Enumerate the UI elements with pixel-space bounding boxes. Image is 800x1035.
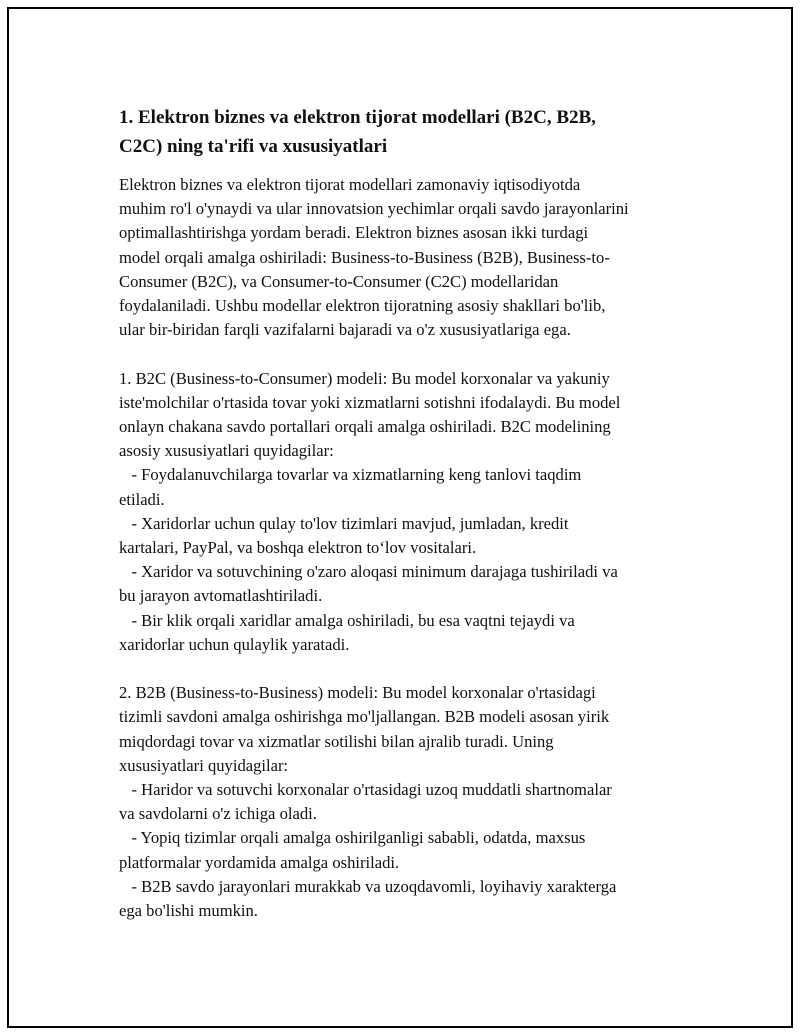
text-line: onlayn chakana savdo portallari orqali amalga oshiriladi. B2C modelining [119, 417, 611, 437]
text-line: miqdordagi tovar va xizmatlar sotilishi bilan ajralib turadi. Uning [119, 731, 554, 751]
text-line: xaridorlar uchun qulaylik yaratadi. [119, 634, 350, 654]
bullet-line: - Foydalanuvchilarga tovarlar va xizmatlarning keng tanlovi taqdim [119, 465, 582, 485]
bullet-line: - Xaridor va sotuvchining o'zaro aloqasi minimum darajaga tushiriladi va [119, 562, 618, 582]
paragraph-gap [119, 342, 691, 366]
text-line: platformalar yordamida amalga oshiriladi. [119, 852, 400, 872]
b2c-paragraph [119, 367, 691, 657]
bullet-line: - Bir klik orqali xaridlar amalga oshiriladi, bu esa vaqtni tejaydi va [119, 610, 575, 630]
text-line: va savdolarni o'z ichiga oladi. [119, 804, 317, 824]
text-line: muhim ro'l o'ynaydi va ular innovatsion yechimlar orqali savdo jarayonlarini [119, 199, 629, 219]
text-line: foydalaniladi. Ushbu modellar elektron tijoratning asosiy shakllari bo'lib, [119, 296, 606, 316]
bullet-line: - B2B savdo jarayonlari murakkab va uzoqdavomli, loyihaviy xarakterga [119, 876, 617, 896]
bullet-line: - Yopiq tizimlar orqali amalga oshirilganligi sababli, odatda, maxsus [119, 828, 586, 848]
text-line: Consumer (B2C), va Consumer-to-Consumer (C2C) modellaridan [119, 271, 559, 291]
text-line: ega bo'lishi mumkin. [119, 901, 258, 921]
document-body [119, 103, 691, 923]
text-line: tizimli savdoni amalga oshirishga mo'ljallangan. B2B modeli asosan yirik [119, 707, 610, 727]
bullet-line: - Xaridorlar uchun qulay to'lov tizimlari mavjud, jumladan, kredit [119, 513, 569, 533]
text-line: iste'molchilar o'rtasida tovar yoki xizmatlarni sotishni ifodalaydi. Bu model [119, 392, 621, 412]
text-line: Elektron biznes va elektron tijorat modellari zamonaviy iqtisodiyotda [119, 175, 581, 194]
text-line: optimallashtirishga yordam beradi. Elektron biznes asosan ikki turdagi [119, 223, 589, 243]
text-line: ular bir-biridan farqli vazifalarni bajaradi va o'z xususiyatlariga ega. [119, 320, 571, 340]
text-line: etiladi. [119, 489, 165, 509]
text-line: kartalari, PayPal, va boshqa elektron to‘lov vositalari. [119, 538, 477, 558]
b2b-paragraph [119, 681, 691, 923]
text-line: asosiy xususiyatlari quyidagilar: [119, 441, 334, 461]
text-line: 1. B2C (Business-to-Consumer) modeli: Bu model korxonalar va yakuniy [119, 368, 610, 388]
heading-line: C2C) ning ta'rifi va xususiyatlari [119, 136, 388, 157]
section-heading [119, 103, 691, 161]
heading-line: 1. Elektron biznes va elektron tijorat modellari (B2C, B2B, [119, 107, 596, 128]
text-line: xususiyatlari quyidagilar: [119, 755, 289, 775]
text-line: 2. B2B (Business-to-Business) modeli: Bu model korxonalar o'rtasidagi [119, 683, 596, 703]
bullet-line: - Haridor va sotuvchi korxonalar o'rtasidagi uzoq muddatli shartnomalar [119, 780, 612, 800]
text-line: model orqali amalga oshiriladi: Business-to-Business (B2B), Business-to- [119, 247, 610, 267]
intro-paragraph [119, 173, 691, 342]
paragraph-gap [119, 657, 691, 681]
page-frame [7, 7, 793, 1028]
text-line: bu jarayon avtomatlashtiriladi. [119, 586, 323, 606]
